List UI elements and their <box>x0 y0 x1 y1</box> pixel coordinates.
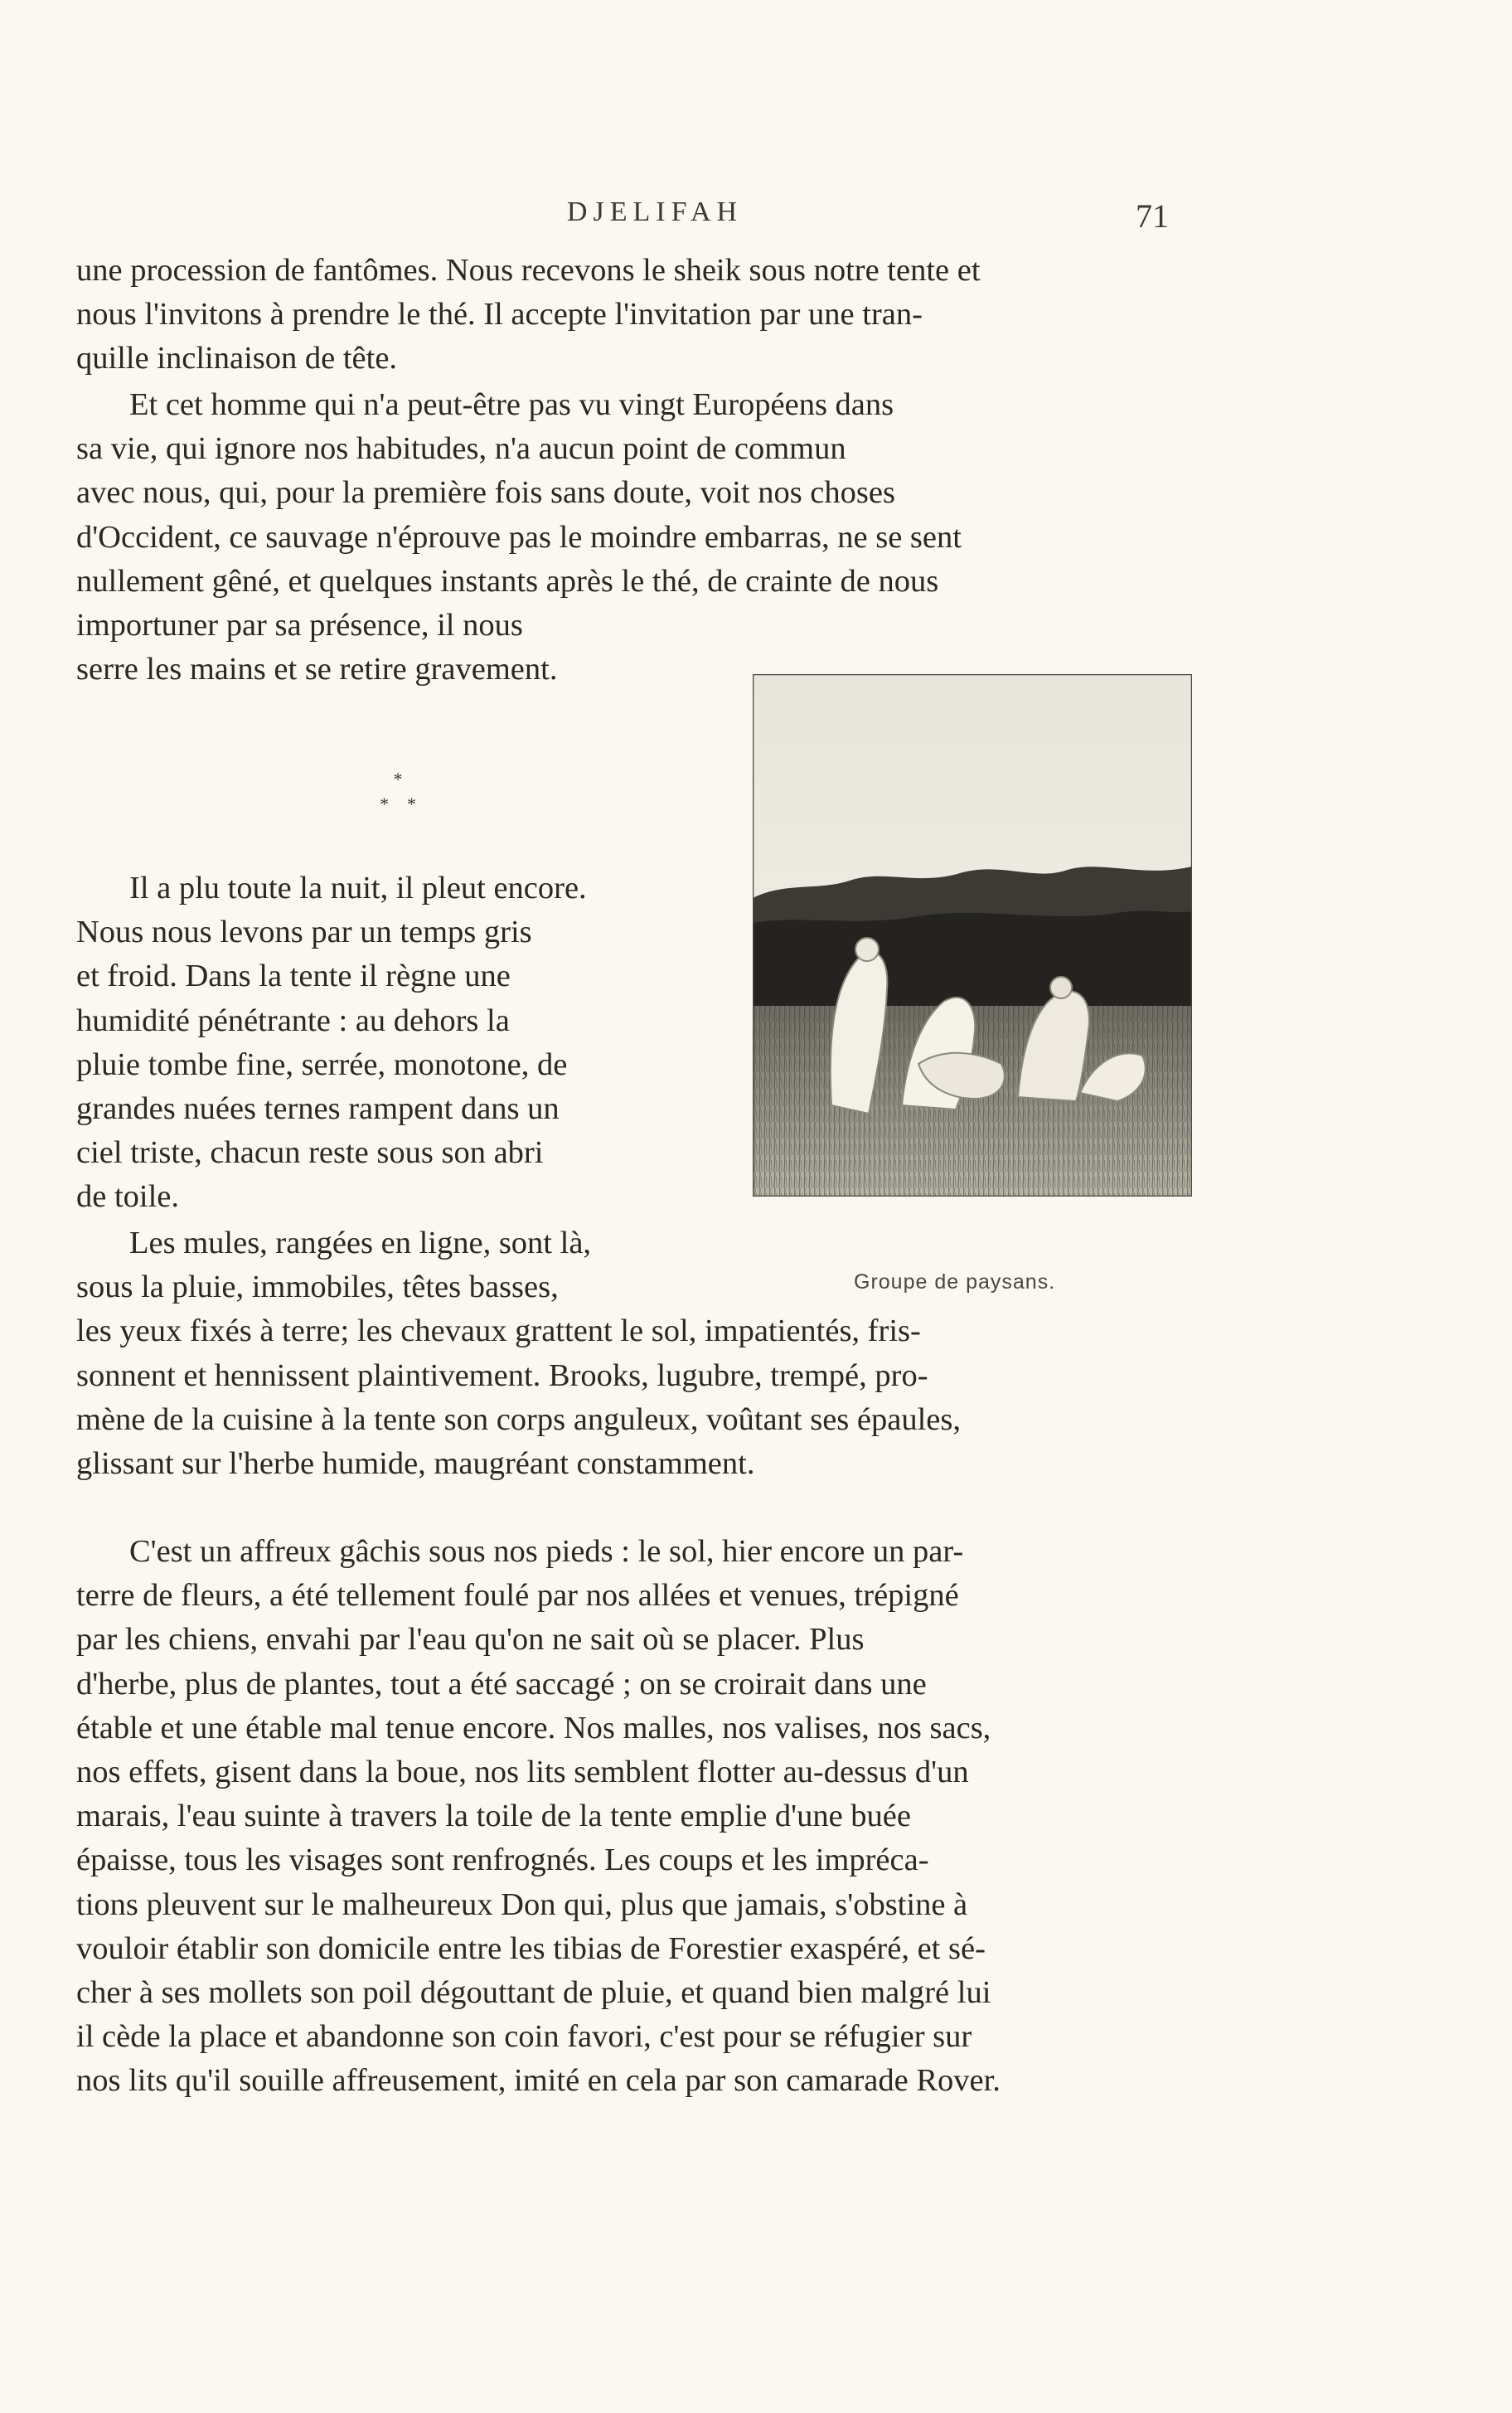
text-line: serre les mains et se retire gravement. <box>76 652 558 687</box>
text-line: d'Occident, ce sauvage n'éprouve pas le moindre embarras, ne se sent <box>76 519 962 555</box>
text-line: tions pleuvent sur le malheureux Don qui, plus que jamais, s'obstine à <box>76 1886 968 1922</box>
text-line: et froid. Dans la tente il règne une <box>76 959 511 994</box>
text-line: nos lits qu'il souille affreusement, imité en cela par son camarade Rover. <box>76 2063 1001 2099</box>
text-line: sa vie, qui ignore nos habitudes, n'a aucun point de commun <box>76 431 846 467</box>
figure-caption: Groupe de paysans. <box>854 1270 1056 1294</box>
text-line: nullement gêné, et quelques instants après le thé, de crainte de nous <box>76 563 939 599</box>
asterism-stars: * * <box>380 794 416 814</box>
text-line: étable et une étable mal tenue encore. Nos malles, nos valises, nos sacs, <box>76 1710 991 1745</box>
text-line: par les chiens, envahi par l'eau qu'on ne sait où se placer. Plus <box>76 1622 865 1658</box>
text-line: de toile. <box>76 1179 180 1215</box>
text-line: ciel triste, chacun reste sous son abri <box>76 1135 544 1171</box>
text-line: importuner par sa présence, il nous <box>76 608 523 643</box>
text-line: les yeux fixés à terre; les chevaux grattent le sol, impatientés, fris- <box>76 1313 921 1349</box>
text-line: cher à ses mollets son poil dégouttant de pluie, et quand bien malgré lui <box>76 1975 991 2011</box>
text-line: grandes nuées ternes rampent dans un <box>76 1091 560 1127</box>
text-line: C'est un affreux gâchis sous nos pieds : le sol, hier encore un par- <box>129 1534 964 1569</box>
text-line: vouloir établir son domicile entre les tibias de Forestier exaspéré, et sé- <box>76 1930 986 1966</box>
text-line: épaisse, tous les visages sont renfrognés. Les coups et les impréca- <box>76 1843 929 1878</box>
text-line: terre de fleurs, a été tellement foulé par nos allées et venues, trépigné <box>76 1578 959 1614</box>
paragraph-5 <box>76 1530 1197 2104</box>
text-line: marais, l'eau suinte à travers la toile de la tente emplie d'une buée <box>76 1799 911 1834</box>
text-line: pluie tombe fine, serrée, monotone, de <box>76 1046 568 1082</box>
text-line: quille inclinaison de tête. <box>76 341 398 376</box>
text-line: humidité pénétrante : au dehors la <box>76 1003 510 1038</box>
text-line: avec nous, qui, pour la première fois sans doute, voit nos choses <box>76 475 895 511</box>
text-line: Et cet homme qui n'a peut-être pas vu vingt Européens dans <box>129 387 894 422</box>
running-title: DJELIFAH <box>566 197 744 227</box>
paragraph-4 <box>76 1221 1197 1486</box>
text-line: d'herbe, plus de plantes, tout a été saccagé ; on se croirait dans une <box>76 1666 927 1702</box>
text-line: mène de la cuisine à la tente son corps anguleux, voûtant ses épaules, <box>76 1401 961 1437</box>
text-line: glissant sur l'herbe humide, maugréant constamment. <box>76 1446 755 1482</box>
text-line: sous la pluie, immobiles, têtes basses, <box>76 1270 559 1305</box>
paragraph-2 <box>76 383 1197 692</box>
asterism-star: * <box>393 769 403 789</box>
text-line: Les mules, rangées en ligne, sont là, <box>129 1226 592 1260</box>
text-line: nous l'invitons à prendre le thé. Il accepte l'invitation par une tran- <box>76 297 923 333</box>
text-line: Nous nous levons par un temps gris <box>76 915 532 950</box>
page-number: 71 <box>1136 197 1169 235</box>
section-asterism <box>348 767 448 817</box>
text-line: sonnent et hennissent plaintivement. Brooks, lugubre, trempé, pro- <box>76 1357 928 1393</box>
paragraph-1 <box>76 249 1197 381</box>
text-line: nos effets, gisent dans la boue, nos lits semblent flotter au-dessus d'un <box>76 1755 969 1790</box>
text-line: Il a plu toute la nuit, il pleut encore. <box>129 871 587 905</box>
text-line: il cède la place et abandonne son coin favori, c'est pour se réfugier sur <box>76 2019 972 2055</box>
paragraph-3 <box>76 867 1197 1220</box>
text-line: une procession de fantômes. Nous recevons le sheik sous notre tente et <box>76 253 981 288</box>
